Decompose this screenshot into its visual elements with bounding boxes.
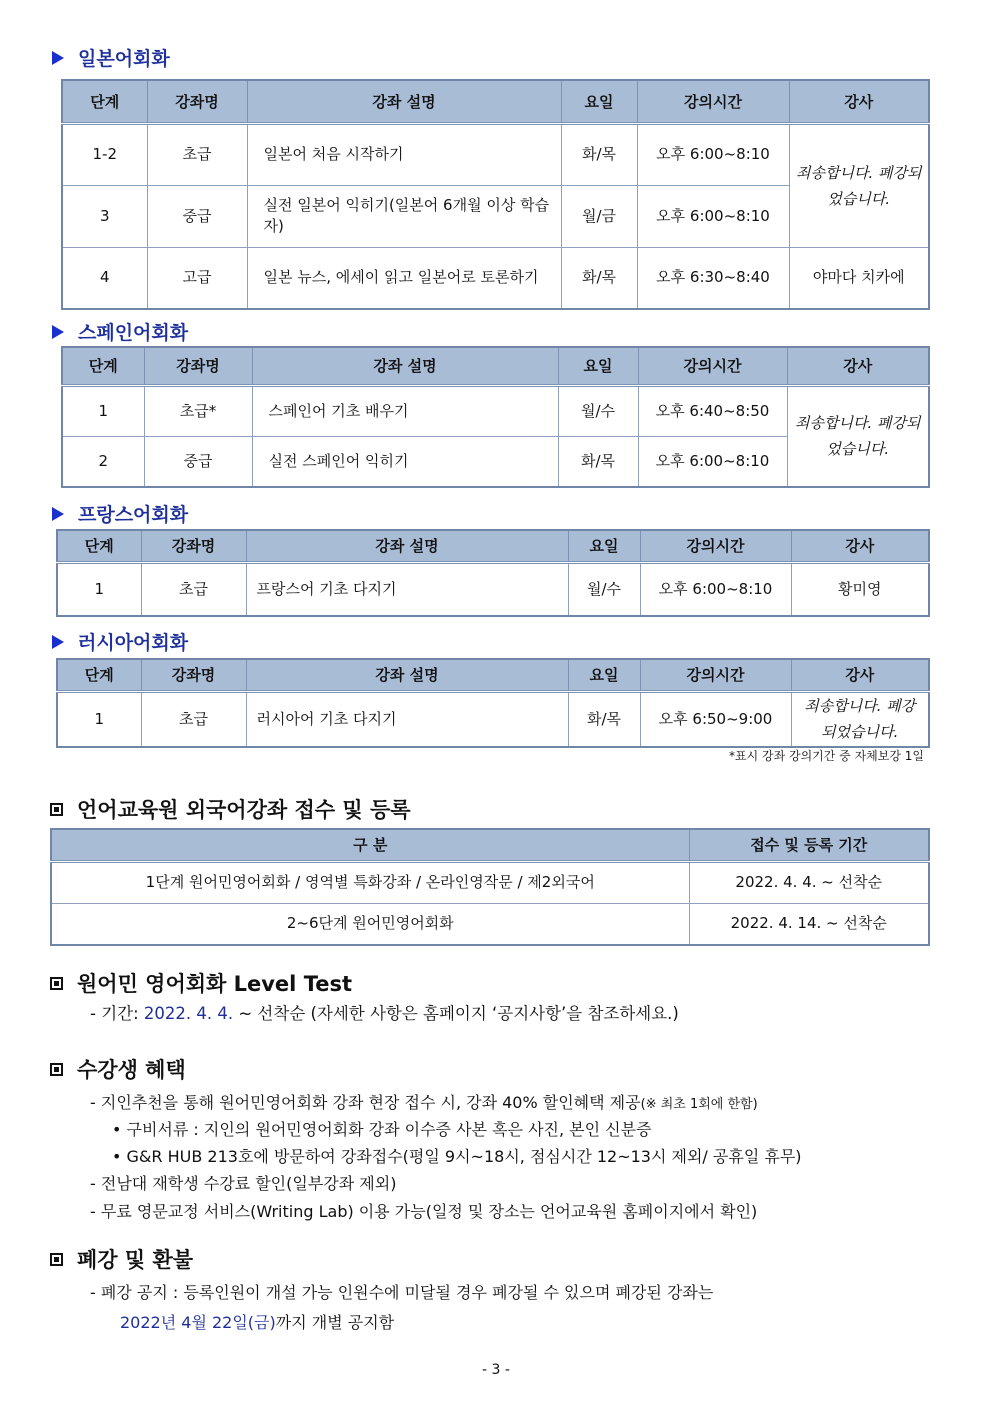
table-row: 1 초급* 스페인어 기초 배우기 월/수 오후 6:40~8:50 죄송합니다. 폐강되었습니다. [62,385,929,436]
square-bullet-icon [50,1253,63,1266]
header-period: 접수 및 등록 기간 [689,829,929,861]
benefit-referral: - 지인추천을 통해 원어민영어회화 강좌 현장 접수 시, 강좌 40% 할인혜택 제공(※ 최초 1회에 한함) [90,1093,758,1112]
registration-table [50,828,930,946]
section-title-japanese: 일본어회화 [52,44,170,71]
table-row: 1단계 원어민영어회화 / 영역별 특화강좌 / 온라인영작문 / 제2외국어 2022. 4. 4. ~ 선착순 [51,861,929,903]
level-test-period: - 기간: 2022. 4. 4. ~ 선착순 (자세한 사항은 홈페이지 ‘공지사항’을 참조하세요.) [90,1004,679,1023]
header-instructor: 강사 [789,80,929,123]
triangle-bullet-icon [52,635,64,649]
table-row: 2~6단계 원어민영어회화 2022. 4. 14. ~ 선착순 [51,903,929,945]
cancelled-notice: 죄송합니다. 폐강되었습니다. [789,123,929,247]
table-row: 1 초급 프랑스어 기초 다지기 월/수 오후 6:00~8:10 황미영 [57,562,929,616]
benefits-heading: 수강생 혜택 [50,1054,186,1084]
spanish-course-table: 단계 강좌명 강좌 설명 요일 강의시간 강사 1 초급* 스페인어 기초 배우기 월/수 오후 6:40~8:50 죄송합니다. 폐강되었습니다. 2 중급 실전 스페인어 익히기 화/목 오후 6:00~8:10 [61,346,930,488]
japanese-course-table [61,79,930,310]
section-title-french: 프랑스어회화 [52,500,188,527]
table-row: 1-2 초급 일본어 처음 시작하기 화/목 오후 6:00~8:10 죄송합니다. 폐강되었습니다. [62,123,929,185]
header-description: 강좌 설명 [247,80,561,123]
square-bullet-icon [50,803,63,816]
section-title-spanish: 스페인어회화 [52,318,188,345]
level-test-heading: 원어민 영어회화 Level Test [50,968,352,998]
header-course-name: 강좌명 [147,80,247,123]
square-bullet-icon [50,977,63,990]
header-category: 구 분 [51,829,689,861]
triangle-bullet-icon [52,51,64,65]
table-row: 1 초급 러시아어 기초 다지기 화/목 오후 6:50~9:00 죄송합니다. 폐강되었습니다. [57,691,929,747]
cancelled-notice: 죄송합니다. 폐강되었습니다. [791,691,929,747]
triangle-bullet-icon [52,507,64,521]
square-bullet-icon [50,1063,63,1076]
benefit-visit: • G&R HUB 213호에 방문하여 강좌접수(평일 9시~18시, 점심시간 12~13시 제외/ 공휴일 휴무) [112,1147,802,1166]
section-title-russian: 러시아어회화 [52,628,188,655]
table-row: 4 고급 일본 뉴스, 에세이 읽고 일본어로 토론하기 화/목 오후 6:30~8:40 야마다 치카에 [62,247,929,309]
benefit-documents: • 구비서류 : 지인의 원어민영어회화 강좌 이수증 사본 혹은 사진, 본인 신분증 [112,1120,652,1139]
header-level: 단계 [62,80,147,123]
refund-date-line: 2022년 4월 22일(금)까지 개별 공지함 [120,1313,395,1332]
refund-notice: - 폐강 공지 : 등록인원이 개설 가능 인원수에 미달될 경우 폐강될 수 있으며 폐강된 강좌는 [90,1283,714,1302]
page-number: - 3 - [482,1362,510,1378]
footnote: *표시 강좌 강의기간 중 자체보강 1일 [729,749,924,763]
header-time: 강의시간 [637,80,789,123]
table-row: 2 중급 실전 스페인어 익히기 화/목 오후 6:00~8:10 [62,436,929,487]
benefit-writing-lab: - 무료 영문교정 서비스(Writing Lab) 이용 가능(일정 및 장소는 언어교육원 홈페이지에서 확인) [90,1202,758,1221]
table-row: 3 중급 실전 일본어 익히기(일본어 6개월 이상 학습자) 월/금 오후 6:00~8:10 [62,185,929,247]
french-course-table: 단계 강좌명 강좌 설명 요일 강의시간 강사 1 초급 프랑스어 기초 다지기 월/수 오후 6:00~8:10 황미영 [56,529,930,617]
registration-heading: 언어교육원 외국어강좌 접수 및 등록 [50,794,411,824]
benefit-student-discount: - 전남대 재학생 수강료 할인(일부강좌 제외) [90,1174,397,1193]
triangle-bullet-icon [52,325,64,339]
russian-course-table: 단계 강좌명 강좌 설명 요일 강의시간 강사 1 초급 러시아어 기초 다지기 화/목 오후 6:50~9:00 죄송합니다. 폐강되었습니다. [56,658,930,748]
refund-heading: 폐강 및 환불 [50,1244,193,1274]
cancelled-notice: 죄송합니다. 폐강되었습니다. [787,385,929,487]
header-day: 요일 [561,80,637,123]
